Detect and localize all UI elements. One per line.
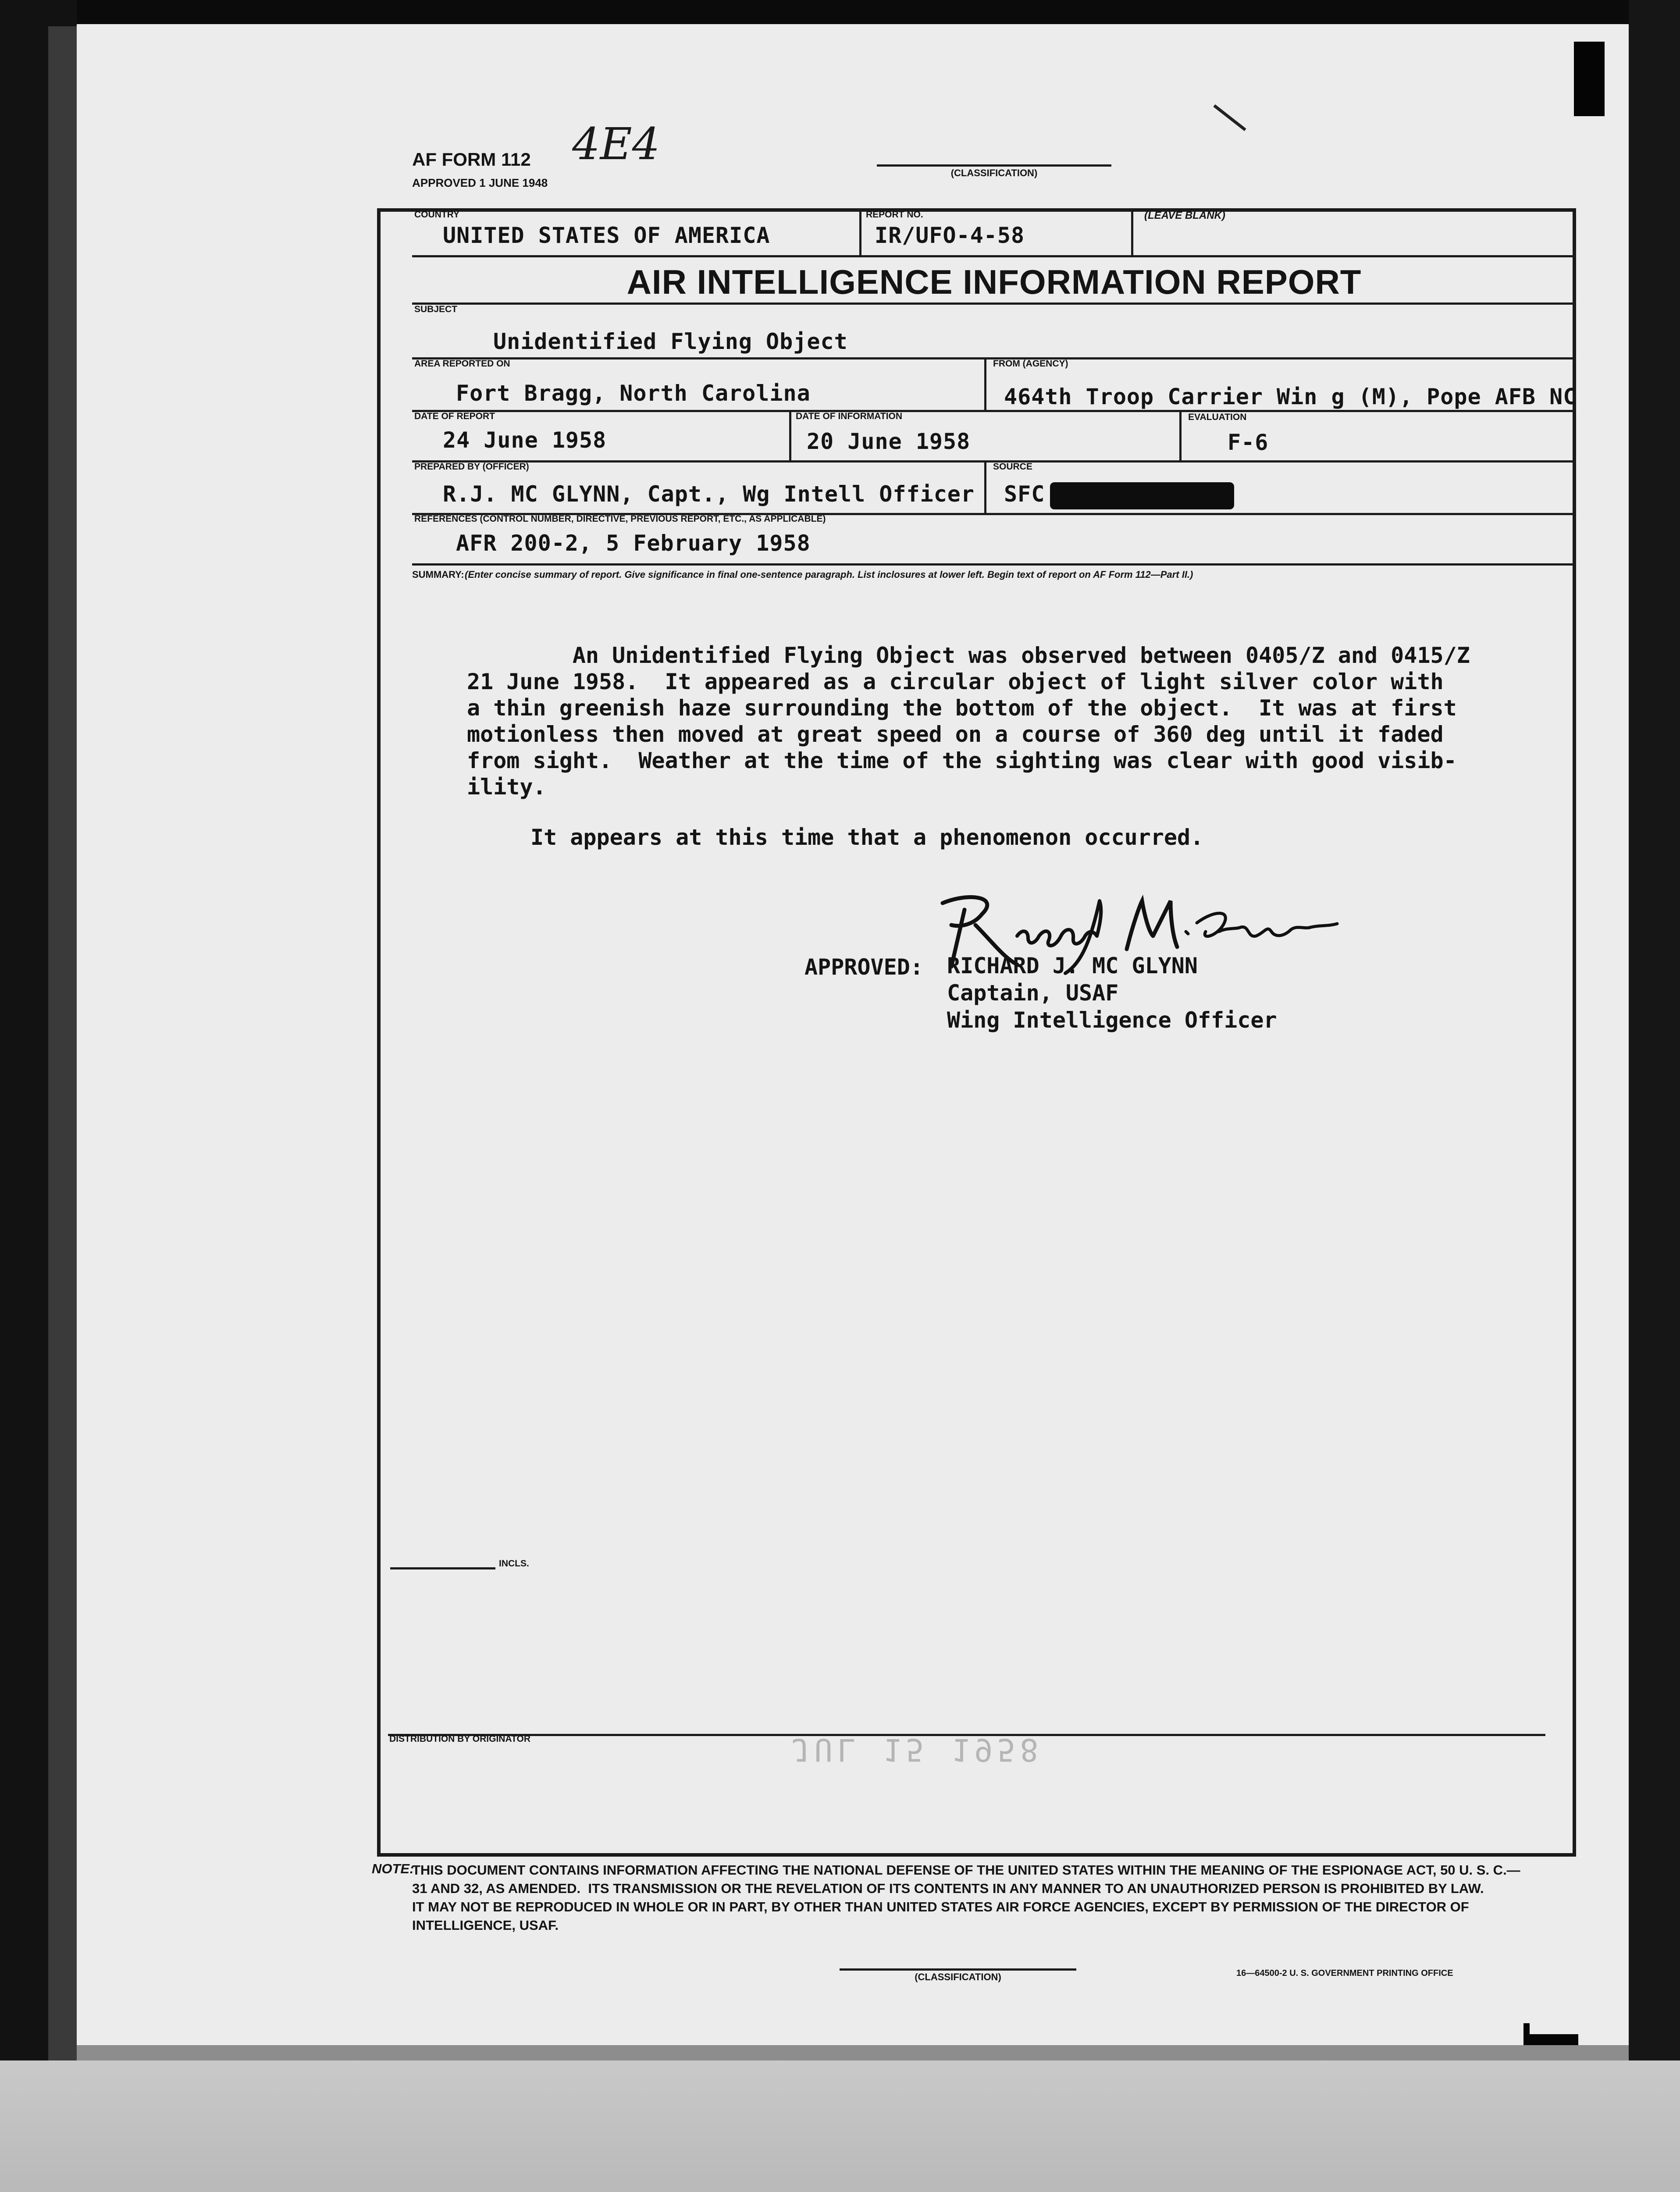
source-redaction	[1050, 482, 1234, 509]
scan-lower-area	[0, 2060, 1680, 2192]
references-value: AFR 200-2, 5 February 1958	[456, 530, 811, 556]
area-value: Fort Bragg, North Carolina	[456, 381, 811, 406]
evaluation-label: EVALUATION	[1188, 412, 1247, 422]
classification-line-top	[877, 164, 1111, 167]
divider-date-report	[789, 410, 791, 460]
country-value: UNITED STATES OF AMERICA	[443, 223, 770, 248]
classification-label-bottom: (CLASSIFICATION)	[915, 1971, 1001, 1982]
divider-country-report	[859, 208, 861, 255]
inclosures-line	[390, 1567, 495, 1569]
source-value: SFC	[1004, 481, 1045, 507]
rule-title	[412, 302, 1576, 305]
printing-office-info: 16—64500-2 U. S. GOVERNMENT PRINTING OFFICE	[1236, 1968, 1453, 1978]
corner-mark-bottom	[1523, 2034, 1578, 2045]
security-note: THIS DOCUMENT CONTAINS INFORMATION AFFECTING THE NATIONAL DEFENSE OF THE UNITED STATES WITHIN THE MEANING OF THE ESPIONAGE ACT, 50 U. S. C.— 31 AND 32, AS AMENDED. ITS TRANSMISSION OR THE REVELATION OF ITS CONTENTS IN ANY MANNER TO AN UNAUTHORIZED PERSON IS PROHIBITED BY LAW. IT MAY NOT BE REPRODUCED IN WHOLE OR IN PART, BY OTHER THAN UNITED STATES AIR FORCE AGENCIES, EXCEPT BY PERMISSION OF THE DIRECTOR OF INTELLIGENCE, USAF.	[412, 1862, 1520, 1933]
from-value: 464th Troop Carrier Win g (M), Pope AFB NC	[1004, 384, 1577, 409]
corner-mark-bottom-left	[1523, 2023, 1530, 2045]
signer-name: RICHARD J. MC GLYNN	[947, 953, 1198, 979]
inclosures-label: INCLS.	[499, 1559, 529, 1569]
date-info-label: DATE OF INFORMATION	[796, 411, 903, 421]
report-no-value: IR/UFO-4-58	[875, 223, 1025, 248]
film-frame-right	[1629, 0, 1680, 2074]
date-info-value: 20 June 1958	[807, 429, 971, 454]
divider-evaluation	[1179, 410, 1182, 460]
summary-label: SUMMARY:	[412, 569, 464, 580]
approved-label: APPROVED:	[804, 954, 923, 980]
film-frame-top	[0, 0, 1680, 24]
corner-mark-top	[1574, 42, 1605, 116]
country-label: COUNTRY	[414, 210, 460, 220]
divider-report-blank	[1131, 208, 1133, 255]
prepared-value: R.J. MC GLYNN, Capt., Wg Intell Officer	[443, 481, 975, 507]
rule-area	[412, 410, 1576, 412]
film-frame-left-edge	[48, 26, 77, 2060]
received-stamp: JUL 15 1958	[791, 1732, 1043, 1768]
leave-blank-label: (LEAVE BLANK)	[1144, 210, 1225, 221]
rule-country	[412, 255, 1576, 257]
page-shadow	[77, 2045, 1629, 2060]
note-label: NOTE:	[372, 1861, 414, 1876]
divider-prepared-source	[984, 460, 986, 513]
form-id: AF FORM 112	[412, 149, 531, 170]
summary-paragraph-1: An Unidentified Flying Object was observed between 0405/Z and 0415/Z 21 June 1958. It appeared as a circular object of light silver color with a thin greenish haze surrounding the bottom of the object. It was at first motionless then moved at great speed on a course of 360 deg until it faded from sight. Weather at the time of the sighting was clear with good visib- ility.	[467, 643, 1470, 800]
prepared-label: PREPARED BY (OFFICER)	[414, 462, 529, 472]
signer-position: Wing Intelligence Officer	[947, 1007, 1277, 1033]
subject-value: Unidentified Flying Object	[493, 329, 848, 354]
distribution-label: DISTRIBUTION BY ORIGINATOR	[389, 1734, 531, 1744]
summary-paragraph-2: It appears at this time that a phenomenon occurred.	[530, 825, 1204, 850]
classification-label-top: (CLASSIFICATION)	[950, 167, 1038, 178]
signer-rank: Captain, USAF	[947, 980, 1119, 1006]
evaluation-value: F-6	[1228, 430, 1269, 455]
references-label: REFERENCES (CONTROL NUMBER, DIRECTIVE, PREVIOUS REPORT, ETC., AS APPLICABLE)	[414, 514, 826, 524]
area-label: AREA REPORTED ON	[414, 359, 510, 369]
subject-label: SUBJECT	[414, 304, 458, 314]
date-report-label: DATE OF REPORT	[414, 411, 495, 421]
source-label: SOURCE	[993, 462, 1032, 472]
pen-mark	[1213, 104, 1246, 131]
form-approved-date: APPROVED 1 JUNE 1948	[412, 176, 548, 189]
divider-area-from	[984, 357, 986, 410]
date-report-value: 24 June 1958	[443, 427, 607, 453]
report-no-label: REPORT NO.	[866, 210, 923, 220]
summary-hint: (Enter concise summary of report. Give significance in final one-sentence paragraph. List inclosures at lower left. Begin text of report on AF Form 112—Part II.)	[465, 569, 1193, 580]
handwritten-note: 4E4	[572, 118, 660, 170]
from-label: FROM (AGENCY)	[993, 359, 1068, 369]
rule-references	[412, 563, 1576, 566]
classification-line-bottom	[840, 1968, 1076, 1971]
report-title: AIR INTELLIGENCE INFORMATION REPORT	[626, 263, 1362, 301]
